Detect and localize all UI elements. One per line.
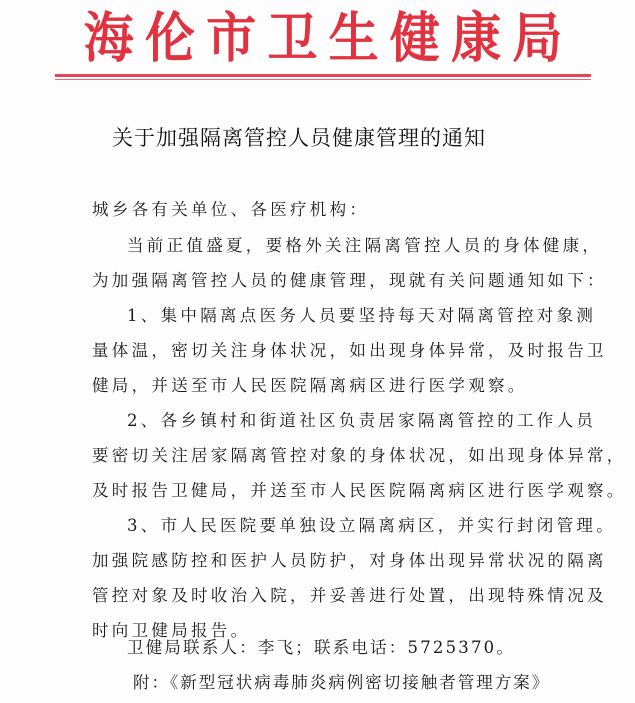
item-3-line: 管控对象及时收治入院，并妥善进行处置，出现特殊情况及 bbox=[92, 586, 607, 605]
masthead bbox=[78, 2, 568, 70]
intro-line: 当前正值盛夏，要格外关注隔离管控人员的身体健康， bbox=[127, 236, 603, 255]
item-1-line: 量体温，密切关注身体状况，如出现身体异常，及时报告卫 bbox=[92, 341, 607, 360]
masthead-divider-thick bbox=[55, 74, 591, 77]
masthead-char: 康 bbox=[451, 5, 502, 70]
intro-line: 为加强隔离管控人员的健康管理，现就有关问题通知如下： bbox=[92, 271, 607, 290]
masthead-char: 生 bbox=[328, 5, 379, 70]
masthead-char: 伦 bbox=[144, 5, 195, 70]
item-1-line: 1、集中隔离点医务人员要坚持每天对隔离管控对象测 bbox=[127, 306, 597, 325]
masthead-char: 局 bbox=[512, 5, 563, 70]
masthead-char: 市 bbox=[206, 5, 257, 70]
salutation: 城乡各有关单位、各医疗机构： bbox=[92, 200, 370, 219]
masthead-char: 海 bbox=[83, 5, 134, 70]
masthead-char: 健 bbox=[389, 5, 440, 70]
contact-line: 卫健局联系人：李飞；联系电话：5725370。 bbox=[127, 638, 516, 657]
item-2-line: 2、各乡镇村和街道社区负责居家隔离管控的工作人员 bbox=[127, 411, 597, 430]
item-1-line: 健局，并送至市人民医院隔离病区进行医学观察。 bbox=[92, 376, 528, 395]
item-2-line: 及时报告卫健局，并送至市人民医院隔离病区进行医学观察。 bbox=[92, 481, 627, 500]
item-2-line: 要密切关注居家隔离管控对象的身体状况，如出现身体异常， bbox=[92, 446, 627, 465]
attachment-line: 附：《新型冠状病毒肺炎病例密切接触者管理方案》 bbox=[133, 673, 551, 692]
masthead-char: 卫 bbox=[267, 5, 318, 70]
document-title: 关于加强隔离管控人员健康管理的通知 bbox=[112, 126, 486, 150]
item-3-line: 3、市人民医院要单独设立隔离病区，并实行封闭管理。 bbox=[127, 516, 616, 535]
item-3-line: 时向卫健局报告。 bbox=[92, 621, 251, 640]
masthead-divider-thin bbox=[55, 79, 591, 80]
item-3-line: 加强院感防控和医护人员防护，对身体出现异常状况的隔离 bbox=[92, 551, 607, 570]
